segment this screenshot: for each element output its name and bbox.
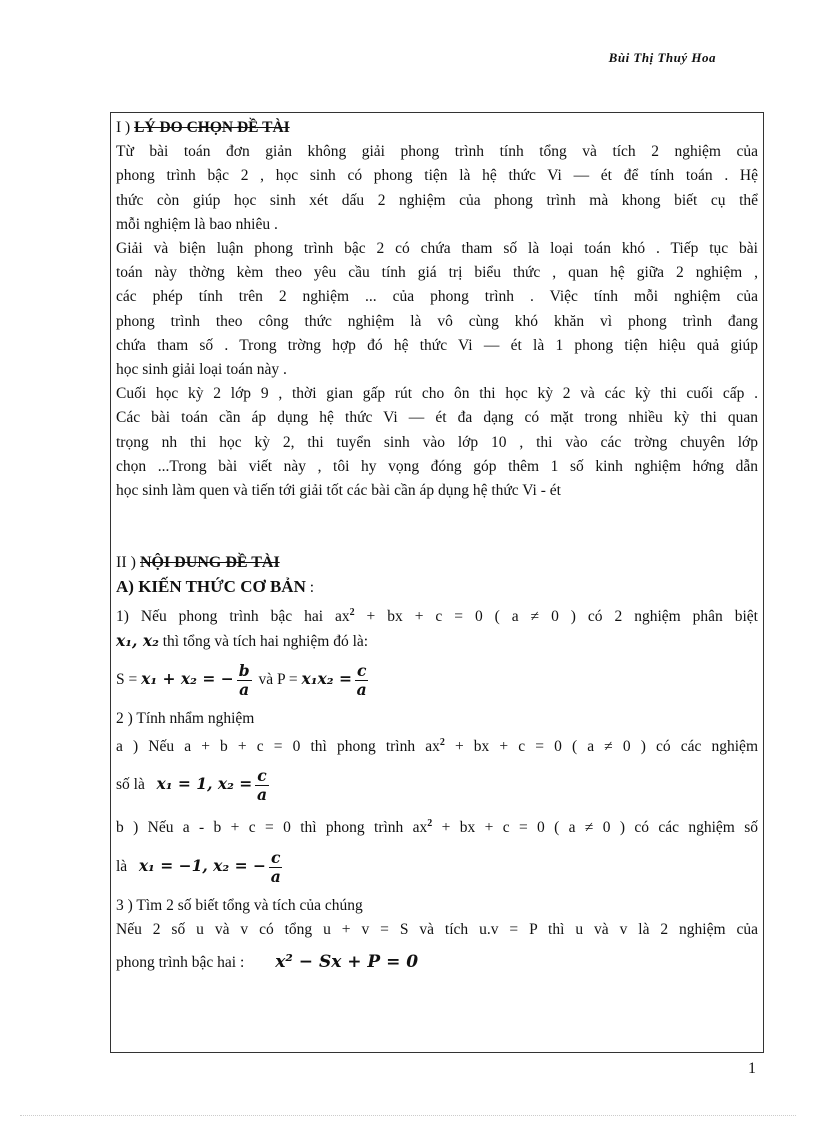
text-line: phong trình bậc 2 , học sinh có phong tiện là hệ thức Vi — ét để tính toán . Hệ: [116, 167, 758, 185]
item2b-line2: [116, 849, 758, 886]
section2-heading: [116, 551, 758, 575]
numerator: b: [238, 661, 250, 681]
superscript: 2: [427, 818, 433, 830]
section2-title: NỘI DUNG ĐỀ TÀI: [139, 554, 280, 572]
text-line: mỗi nghiệm là bao nhiêu .: [116, 215, 278, 233]
section1-para1: [116, 140, 758, 237]
subsection-a-label: A) KIẾN THỨC CƠ BẢN: [116, 577, 306, 597]
product-expression: x₁x₂ =: [301, 669, 352, 689]
superscript: 2: [349, 606, 355, 618]
denominator: a: [270, 866, 281, 886]
text-span: thì tổng và tích hai nghiệm đó là:: [158, 632, 369, 650]
denominator: a: [256, 785, 268, 805]
fraction-c-over-a: [355, 662, 368, 699]
text-line: Cuối học kỳ 2 lớp 9 , thời gian gấp rút cho ôn thi học kỳ 2 và các kỳ thi cuối cấp .: [116, 385, 758, 403]
text-line: các phép tính trên 2 nghiệm ... của phong trình . Việc tính mỗi nghiệm của: [116, 288, 758, 306]
section1-title: LÝ DO CHỌN ĐỀ TÀI: [134, 119, 290, 136]
section1-para3: [116, 382, 758, 503]
text-line: Giải và biện luận phong trình bậc 2 có chứa tham số là loại toán khó . Tiếp tục bài: [116, 240, 758, 258]
roots-formula-a: x₁ = 1, x₂ =: [156, 774, 253, 794]
item3-title: 3 ) Tìm 2 số biết tổng và tích của chúng: [116, 896, 363, 914]
section1-label: I ): [116, 119, 135, 136]
numerator: c: [257, 766, 267, 786]
fraction-c-over-a: [255, 767, 268, 804]
text-span: số là: [116, 776, 145, 794]
numerator: c: [356, 661, 367, 681]
denominator: a: [239, 680, 250, 700]
document-body: [116, 116, 758, 983]
text-span: + bx + c = 0 ( a ≠ 0 ) có các nghiệm số: [432, 819, 759, 837]
text-span: là: [116, 857, 128, 875]
text-line: học sinh làm quen và tiến tới giải tốt các bài cần áp dụng hệ thức Vi - ét: [116, 482, 561, 500]
text-line: phong trình theo công thức nghiệm là vô cùng khó khăn vì phong trình đang: [116, 312, 758, 330]
author-name: Bùi Thị Thuý Hoa: [608, 50, 716, 65]
section1-para2: [116, 237, 758, 382]
superscript: 2: [439, 737, 445, 749]
item2a-line2: [116, 767, 758, 804]
item2b-line1: [116, 812, 758, 840]
item2a-line1: [116, 731, 758, 759]
item1-line1: [116, 601, 758, 629]
item1-line2: [116, 629, 758, 654]
denominator: a: [356, 680, 367, 700]
text-span: b ) Nếu a - b + c = 0 thì phong trình ax: [116, 819, 428, 837]
text-line: trọng nh thi học kỳ 2, thi tuyển sinh vào lớp 10 , thi vào các trờng chuyên lớp: [116, 433, 758, 451]
text-span: 1) Nếu phong trình bậc hai ax: [116, 607, 350, 625]
text-line: chọn ...Trong bài viết này , tôi hy vọng đóng góp thêm 1 số kinh nghiệm hớng dẫn: [116, 457, 758, 475]
s-label: S =: [116, 671, 142, 689]
roots-expression: x₁, x₂: [116, 630, 159, 650]
item3-line2: [116, 950, 758, 975]
text-span: a ) Nếu a + b + c = 0 thì phong trình ax: [116, 738, 440, 756]
p-label: và P =: [258, 671, 302, 689]
fraction-c-over-a: [269, 849, 282, 886]
sum-expression: x₁ + x₂ = −: [141, 669, 234, 689]
text-line: thức còn giúp học sinh xét dấu 2 nghiệm của phong trình mà khong biết cụ thể: [116, 191, 758, 209]
vieta-formulas: [116, 662, 758, 699]
text-line: toán này thờng kèm theo yêu cầu tính giá trị biểu thức , quan hệ giữa 2 nghiệm ,: [116, 264, 758, 282]
numerator: c: [270, 847, 281, 867]
quadratic-equation: x² − Sx + P = 0: [275, 952, 419, 973]
roots-formula-b: x₁ = −1, x₂ = −: [138, 855, 266, 875]
text-line: Các bài toán cần áp dụng hệ thức Vi — ét đa dạng có mặt trong nhiều kỳ thi quan: [116, 409, 758, 427]
item2-title: 2 ) Tính nhẩm nghiệm: [116, 710, 255, 728]
fraction-b-over-a: [237, 662, 252, 699]
page-number: 1: [748, 1060, 756, 1077]
text-span: + bx + c = 0 ( a ≠ 0 ) có 2 nghiệm phân biệt: [354, 607, 758, 625]
item3-line1: Nếu 2 số u và v có tổng u + v = S và tích u.v = P thì u và v là 2 nghiệm của: [116, 920, 758, 938]
text-line: chứa tham số . Trong trờng hợp đó hệ thức Vi — ét là 1 phong tiện hiệu quả giúp: [116, 336, 758, 354]
page-bottom-divider: [20, 1115, 796, 1116]
text-line: học sinh giải loại toán này .: [116, 361, 287, 379]
text-span: + bx + c = 0 ( a ≠ 0 ) có các nghiệm: [444, 738, 758, 756]
text-span: phong trình bậc hai :: [116, 954, 245, 972]
subsection-a-heading: [116, 575, 758, 600]
section1-heading: [116, 116, 758, 140]
text-line: Từ bài toán đơn giản không giải phong trình tính tổng và tích 2 nghiệm của: [116, 143, 758, 161]
section2-label: II ): [116, 554, 140, 572]
subsection-a-suffix: :: [305, 579, 315, 597]
